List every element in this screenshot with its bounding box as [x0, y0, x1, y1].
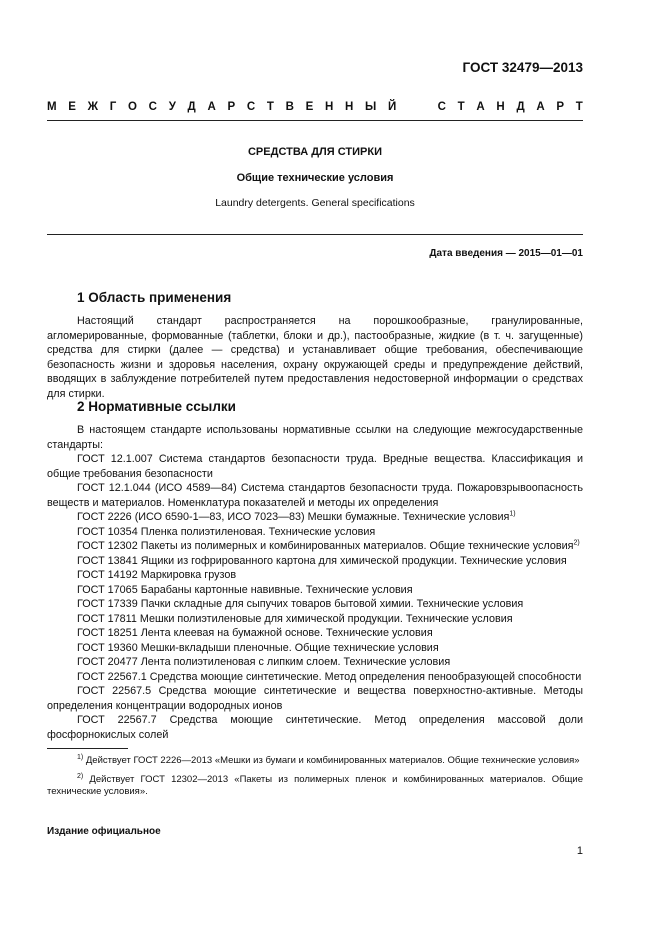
official-edition-label: Издание официальное — [47, 826, 161, 837]
introduction-date: Дата введения — 2015—01—01 — [429, 248, 583, 259]
banner-letter: Р — [556, 101, 565, 113]
reference-text: ГОСТ 2226 (ИСО 6590-1—83, ИСО 7023—83) Мешки бумажные. Технические условия — [77, 511, 510, 523]
reference-text: ГОСТ 10354 Пленка полиэтиленовая. Технические условия — [77, 525, 376, 538]
references-intro: В настоящем стандарте использованы нормативные ссылки на следующие межгосударственные стандарты: — [47, 424, 583, 451]
banner-letter: Н — [345, 101, 354, 113]
footnote-text: Действует ГОСТ 2226—2013 «Мешки из бумаги и комбинированных материалов. Общие технические условия» — [85, 755, 580, 766]
reference-text: ГОСТ 19360 Мешки-вкладыши пленочные. Общие технические условия — [77, 641, 439, 654]
reference-item — [47, 583, 583, 598]
document-code: ГОСТ 32479—2013 — [462, 60, 583, 75]
footnote-item — [47, 755, 583, 768]
reference-text: ГОСТ 13841 Ящики из гофрированного картона для химической продукции. Технические условия — [77, 554, 567, 567]
footnotes — [47, 755, 583, 805]
banner-letter: Р — [227, 101, 236, 113]
banner-letter: У — [168, 101, 176, 113]
reference-item — [47, 539, 583, 554]
title-rule — [47, 234, 583, 235]
banner-letter: Т — [575, 101, 583, 113]
interstate-standard-banner — [47, 101, 583, 113]
reference-text: ГОСТ 22567.7 Средства моющие синтетические. Метод определения массовой доли фосфорнокислых солей — [47, 714, 583, 741]
footnote-mark: 2) — [77, 772, 84, 780]
banner-letter: В — [285, 101, 294, 113]
banner-letter: О — [128, 101, 137, 113]
reference-item — [47, 452, 583, 481]
banner-letter: А — [536, 101, 545, 113]
reference-text: ГОСТ 22567.1 Средства моющие синтетические. Метод определения пенообразующей способности — [77, 670, 582, 683]
standard-subtitle: Общие технические условия — [236, 172, 394, 184]
standard-title: СРЕДСТВА ДЛЯ СТИРКИ — [247, 146, 382, 158]
reference-item — [47, 568, 583, 583]
footnote-marker: 2) — [573, 539, 580, 547]
banner-letter: Й — [387, 101, 397, 113]
reference-item — [47, 713, 583, 742]
banner-letter: Е — [305, 101, 314, 113]
banner-letter: С — [246, 101, 256, 113]
banner-letter: Д — [187, 101, 196, 113]
reference-item — [47, 612, 583, 627]
banner-letter: А — [476, 101, 485, 113]
reference-text: ГОСТ 12302 Пакеты из полимерных и комбинированных материалов. Общие технические условия — [77, 540, 574, 552]
english-title: Laundry detergents. General specifications — [215, 197, 415, 209]
section-2-title: 2 Нормативные ссылки — [77, 399, 236, 414]
page-number: 1 — [576, 845, 583, 857]
banner-letter: А — [207, 101, 216, 113]
banner-letter: Н — [324, 101, 334, 113]
section-1-text: Настоящий стандарт распространяется на порошкообразные, гранулированные, агломерированные, формованные (таблетки, блоки и др.), пастообразные, жидкие (в т. ч. загущенные) средства для стирки (далее — средства) и устанавливает общие требования, обеспечивающие безопасность жизни и здоровья населения, охрану окружающей среды и предупреждение действий, вводящих в заблуждение потребителей путем предоставления недостоверной информации о средствах для стирки. — [47, 315, 583, 400]
reference-text: ГОСТ 17811 Мешки полиэтиленовые для химической продукции. Технические условия — [77, 612, 513, 625]
reference-text: ГОСТ 12.1.044 (ИСО 4589—84) Система стандартов безопасности труда. Пожаровзрывоопасность веществ и материалов. Номенклатура показателей и методы их определения — [47, 482, 583, 509]
reference-item — [47, 554, 583, 569]
reference-item — [47, 525, 583, 540]
footnote-item — [47, 774, 583, 799]
banner-letter: Е — [68, 101, 76, 113]
footnote-mark: 1) — [77, 753, 84, 761]
banner-letter: Т — [266, 101, 274, 113]
reference-item — [47, 670, 583, 685]
reference-text: ГОСТ 20477 Лента полиэтиленовая с липким слоем. Технические условия — [77, 656, 451, 668]
reference-text: ГОСТ 18251 Лента клеевая на бумажной основе. Технические условия — [77, 627, 433, 639]
banner-letter: Г — [109, 101, 117, 113]
banner-letter: Д — [516, 101, 525, 113]
normative-references — [47, 423, 583, 742]
reference-text: ГОСТ 17065 Барабаны картонные навивные. Технические условия — [77, 583, 413, 596]
reference-text: ГОСТ 12.1.007 Система стандартов безопасности труда. Вредные вещества. Классификация и общие требования безопасности — [47, 453, 583, 480]
banner-letter: С — [437, 101, 446, 113]
banner-letter: Н — [496, 101, 505, 113]
word-gap — [408, 101, 426, 113]
reference-item — [47, 626, 583, 641]
section-1-title: 1 Область применения — [77, 290, 232, 305]
footnote-text: Действует ГОСТ 12302—2013 «Пакеты из полимерных пленок и комбинированных материалов. Общие технические условия». — [47, 773, 584, 797]
banner-letter: Т — [457, 101, 465, 113]
banner-letter: Ж — [87, 101, 99, 113]
reference-text: ГОСТ 14192 Маркировка грузов — [77, 569, 237, 581]
banner-letter: С — [148, 101, 157, 113]
reference-item — [47, 655, 583, 670]
footnote-marker: 1) — [509, 510, 516, 518]
header-rule — [47, 120, 583, 121]
reference-item — [47, 684, 583, 713]
reference-text: ГОСТ 17339 Пачки складные для сыпучих товаров бытовой химии. Технические условия — [77, 598, 524, 610]
reference-item — [47, 481, 583, 510]
reference-item — [47, 641, 583, 656]
reference-text: ГОСТ 22567.5 Средства моющие синтетические и вещества поверхностно-активные. Методы определения концентрации водородных ионов — [47, 685, 583, 712]
banner-letter: М — [47, 101, 57, 113]
reference-item — [47, 510, 583, 525]
reference-item — [47, 597, 583, 612]
footnote-rule — [47, 748, 128, 749]
banner-letter: Ы — [365, 101, 377, 113]
